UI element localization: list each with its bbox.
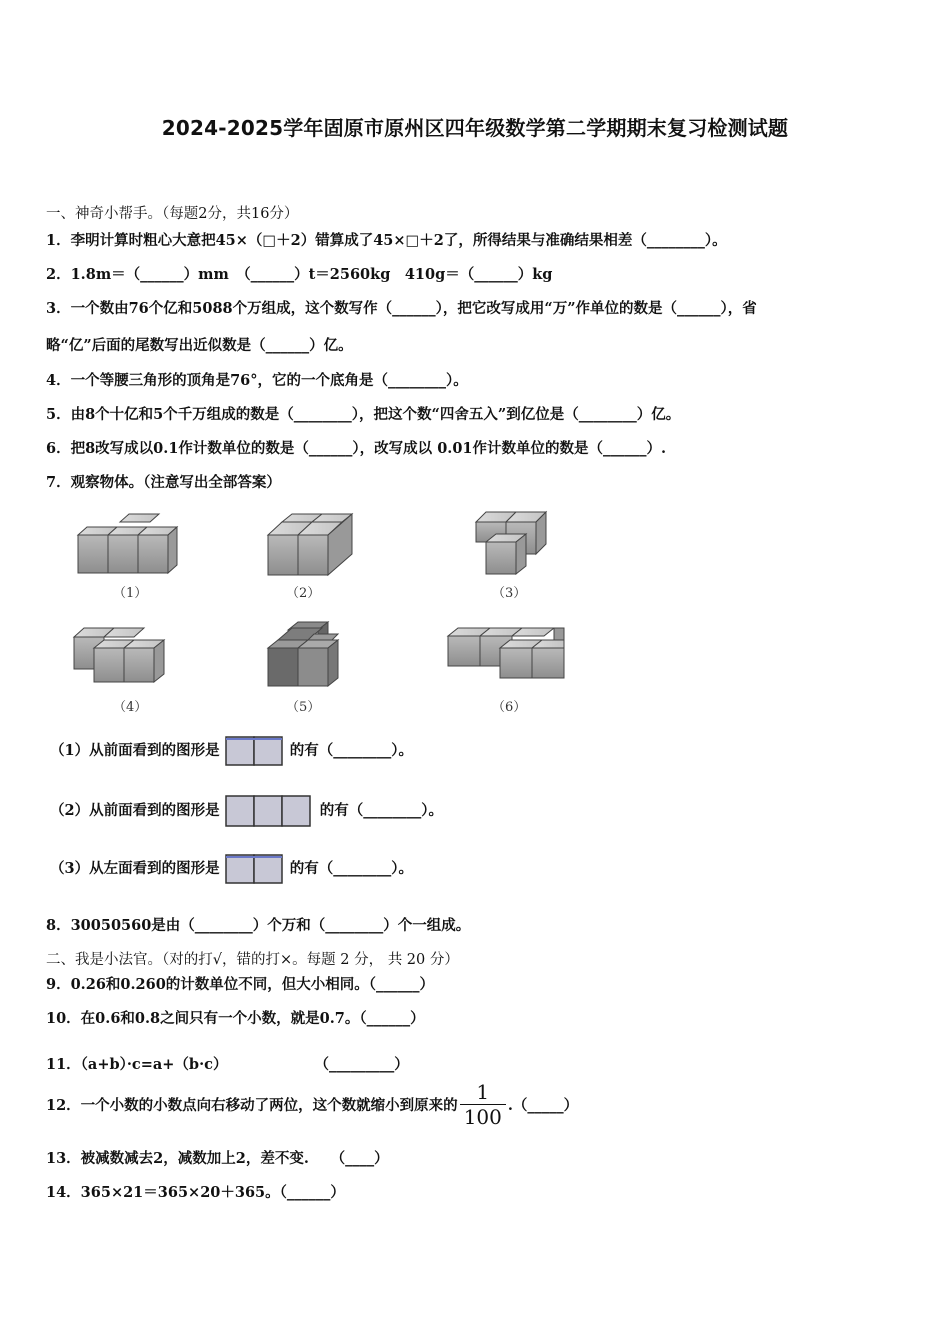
question-7: 7．观察物体。（注意写出全部答案） (46, 474, 281, 491)
figure-5-cubes (268, 622, 338, 686)
question-7-3-prefix: （3）从左面看到的图形是 (50, 860, 220, 877)
question-1: 1．李明计算时粗心大意把45×（□＋2）错算成了45×□＋2了，所得结果与准确结果相差（________）。 (46, 232, 727, 249)
question-3-line1: 3．一个数由76个亿和5088个万组成，这个数写作（______），把它改写成用“万”作单位的数是（______），省 (46, 300, 757, 317)
question-7-2-prefix: （2）从前面看到的图形是 (50, 802, 220, 819)
two-square-front-view (225, 736, 285, 766)
three-square-front-view (225, 795, 315, 827)
question-5: 5．由8个十亿和5个千万组成的数是（________），把这个数“四舍五入”到亿位是（________）亿。 (46, 406, 681, 423)
question-14: 14．365×21＝365×20＋365。（______） (46, 1184, 345, 1201)
question-9: 9．0.26和0.260的计数单位不同，但大小相同。（______） (46, 976, 435, 993)
question-6: 6．把8改写成以0.1作计数单位的数是（______），改写成以 0.01作计数单位的数是（______）. (46, 440, 667, 457)
figure-caption-1: （1） (113, 586, 148, 601)
question-7-1-suffix: 的有（________）。 (289, 742, 413, 759)
figure-caption-3: （3） (492, 586, 527, 601)
question-11: 11．（a+b）·c=a+（b·c） （_________） (46, 1056, 409, 1073)
question-8: 8．30050560是由（________）个万和（________）个一组成。 (46, 917, 471, 934)
fraction-one-hundredth (460, 1082, 506, 1127)
question-7-3 (50, 854, 413, 884)
question-2: 2．1.8m＝（______）mm （______）t＝2560kg 410g＝（______）kg (46, 266, 553, 283)
figure-1-cubes (78, 514, 177, 573)
figure-caption-6: （6） (492, 700, 527, 715)
figure-caption-5: （5） (286, 700, 321, 715)
question-13: 13．被减数减去2，减数加上2，差不变. （____） (46, 1150, 389, 1167)
two-square-left-view (225, 854, 285, 884)
figure-6-cubes (448, 628, 564, 678)
question-12-prefix: 12．一个小数的小数点向右移动了两位，这个数就缩小到原来的 (46, 1097, 458, 1114)
question-3-line2: 略“亿”后面的尾数写出近似数是（______）亿。 (46, 337, 353, 354)
question-7-3-suffix: 的有（________）。 (289, 860, 413, 877)
figure-caption-2: （2） (286, 586, 321, 601)
page-title: 2024-2025学年固原市原州区四年级数学第二学期期末复习检测试题 (161, 116, 789, 140)
cube-figures (60, 500, 600, 720)
section2-header: 二、我是小法官。（对的打√，错的打×。每题 2 分， 共 20 分） (46, 952, 459, 968)
section1-header: 一、神奇小帮手。（每题2分，共16分） (46, 206, 299, 222)
question-10: 10．在0.6和0.8之间只有一个小数，就是0.7。（______） (46, 1010, 425, 1027)
question-7-2 (50, 795, 443, 827)
fraction-numerator: 1 (476, 1080, 490, 1104)
figure-caption-4: （4） (113, 700, 148, 715)
figure-4-cubes (74, 628, 164, 682)
question-12 (46, 1082, 578, 1127)
figure-3-cubes (476, 512, 546, 574)
question-7-1-prefix: （1）从前面看到的图形是 (50, 742, 220, 759)
question-7-1 (50, 736, 413, 766)
question-12-suffix: .（_____） (507, 1097, 579, 1114)
figure-2-cubes (268, 514, 352, 575)
question-7-2-suffix: 的有（________）。 (319, 802, 443, 819)
question-4: 4．一个等腰三角形的顶角是76°，它的一个底角是（________）。 (46, 372, 468, 389)
fraction-denominator: 100 (463, 1105, 502, 1129)
